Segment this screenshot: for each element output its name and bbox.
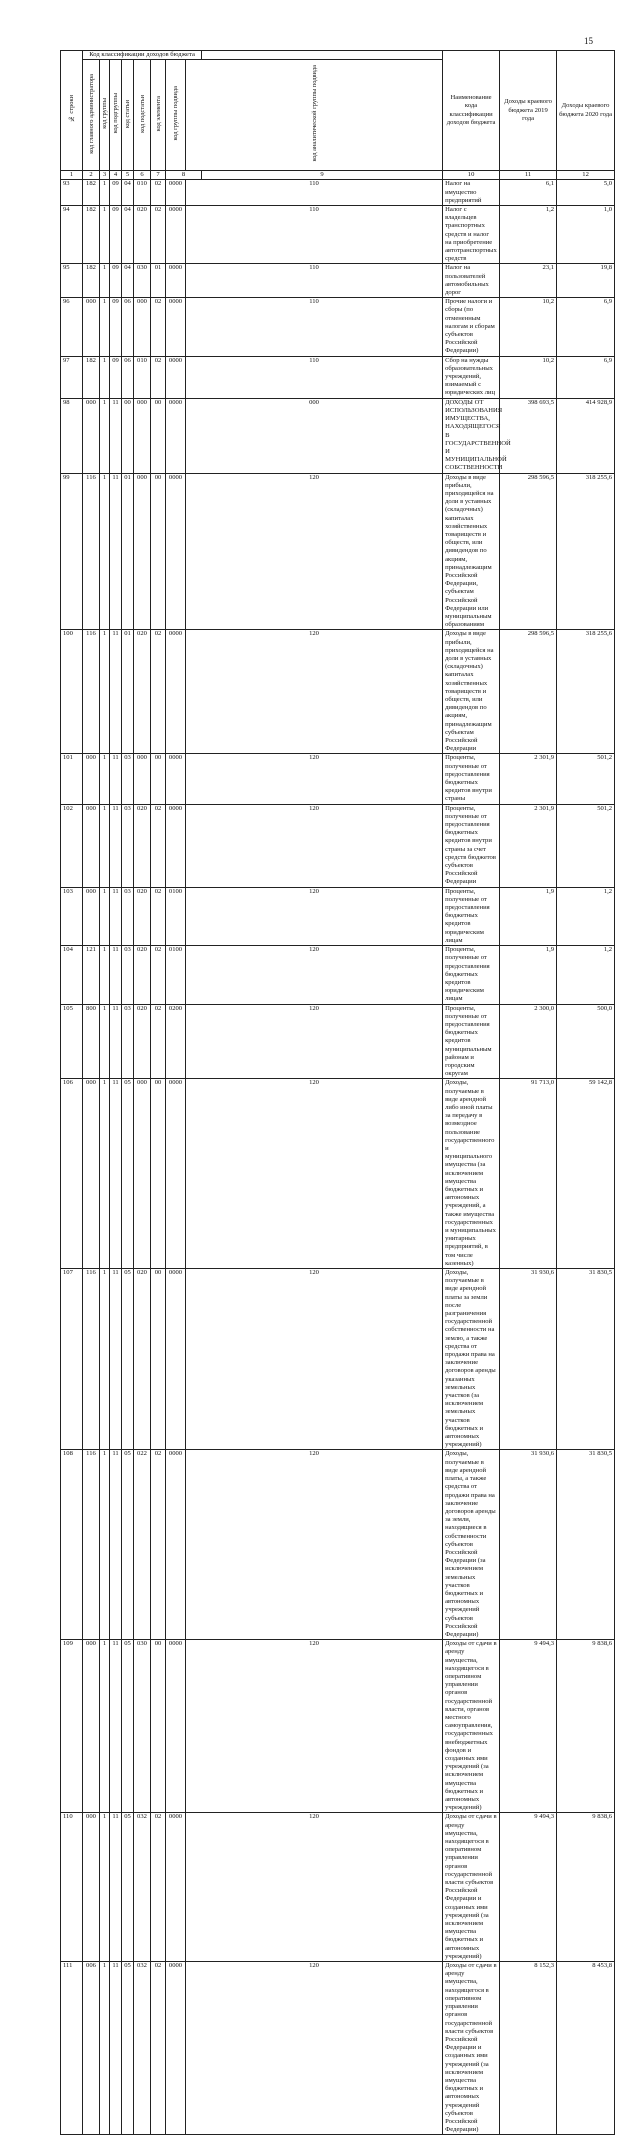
table-row <box>61 264 615 298</box>
code-cell: 032 <box>134 1813 151 1962</box>
code-cell: 11 <box>110 1962 122 2135</box>
code-cell: 000 <box>83 1813 100 1962</box>
code-cell: 000 <box>83 1640 100 1813</box>
code-cell: 000 <box>186 398 443 473</box>
amount-cell: 91 713,0 <box>500 1079 557 1269</box>
code-cell: 1 <box>100 298 110 356</box>
code-cell: 000 <box>134 1079 151 1269</box>
code-cell: 110 <box>186 264 443 298</box>
classification-code-group-header: Код классификации доходов бюджета <box>83 51 202 60</box>
code-cell: 0000 <box>166 630 186 754</box>
amount-cell: 2 300,0 <box>500 1004 557 1079</box>
revenue-name-cell: Доходы, получаемые в виде арендной либо иной платы за передачу в возмездное пользование государственного и муниципального имущества (за исключением имущества бюджетных и автономных учреждений, а также имущества государственных и муниципальных унитарных предприятий, в том числе казенных) <box>443 1079 500 1269</box>
code-cell: 000 <box>134 298 151 356</box>
amount-cell: 9 494,3 <box>500 1813 557 1962</box>
row-number-cell: 101 <box>61 754 83 804</box>
amount-cell: 2 301,9 <box>500 804 557 887</box>
code-cell: 010 <box>134 180 151 206</box>
code-cell: 02 <box>151 946 166 1004</box>
code-cell: 01 <box>122 473 134 630</box>
table-row <box>61 1004 615 1079</box>
row-number-cell: 107 <box>61 1269 83 1450</box>
code-cell: 0000 <box>166 1450 186 1640</box>
code-cell: 11 <box>110 804 122 887</box>
amount-cell: 500,0 <box>557 1004 615 1079</box>
table-row <box>61 754 615 804</box>
code-cell: 00 <box>151 754 166 804</box>
code-cell: 04 <box>122 264 134 298</box>
row-number-cell: 109 <box>61 1640 83 1813</box>
code-cell: 11 <box>110 946 122 1004</box>
row-number-cell: 100 <box>61 630 83 754</box>
amount-cell: 8 152,3 <box>500 1962 557 2135</box>
code-cell: 1 <box>100 1450 110 1640</box>
code-cell: 0000 <box>166 804 186 887</box>
amount-cell: 1,9 <box>500 946 557 1004</box>
revenue-name-cell: Сбор на нужды образовательных учреждений, взимаемый с юридических лиц <box>443 356 500 398</box>
code-column-header: код главного администратора <box>83 60 100 171</box>
code-cell: 02 <box>151 804 166 887</box>
row-number-cell: 98 <box>61 398 83 473</box>
name-column-header: Наименование кода классификации доходов бюджета <box>443 51 500 171</box>
amount-cell: 9 838,6 <box>557 1813 615 1962</box>
table-row <box>61 1079 615 1269</box>
table-header <box>61 51 615 180</box>
code-cell: 02 <box>151 1813 166 1962</box>
column-number: 10 <box>443 171 500 180</box>
amount-cell: 501,2 <box>557 754 615 804</box>
column-number: 11 <box>500 171 557 180</box>
code-column-header: код статьи <box>122 60 134 171</box>
column-number-row <box>61 171 615 180</box>
amount-cell: 318 255,6 <box>557 473 615 630</box>
code-cell: 05 <box>122 1079 134 1269</box>
code-cell: 120 <box>186 946 443 1004</box>
amount-cell: 31 930,6 <box>500 1450 557 1640</box>
revenue-name-cell: Доходы в виде прибыли, приходящейся на доли в уставных (складочных) капиталах хозяйственных товариществ и обществ, или дивидендов по акциям, принадлежащим Российской Федерации, субъектам Российской Федерации или муниципальным образованиям <box>443 473 500 630</box>
amount-cell: 414 928,9 <box>557 398 615 473</box>
table-row <box>61 473 615 630</box>
code-cell: 800 <box>83 1004 100 1079</box>
code-column-header: код группы подвида <box>166 60 186 171</box>
code-cell: 05 <box>122 1269 134 1450</box>
code-cell: 000 <box>83 804 100 887</box>
code-cell: 1 <box>100 473 110 630</box>
table-row <box>61 356 615 398</box>
amount-cell: 31 830,5 <box>557 1269 615 1450</box>
amount-cell: 19,8 <box>557 264 615 298</box>
code-cell: 000 <box>83 887 100 945</box>
amount-cell: 1,2 <box>500 206 557 264</box>
code-cell: 0000 <box>166 206 186 264</box>
amount-cell: 9 494,3 <box>500 1640 557 1813</box>
code-cell: 05 <box>122 1450 134 1640</box>
amount-cell: 6,9 <box>557 356 615 398</box>
code-column-header: код подстатьи <box>134 60 151 171</box>
table-row <box>61 1962 615 2135</box>
revenue-name-cell: Налог на имущество предприятий <box>443 180 500 206</box>
code-cell: 182 <box>83 356 100 398</box>
code-cell: 0000 <box>166 264 186 298</box>
code-cell: 11 <box>110 887 122 945</box>
row-number-cell: 103 <box>61 887 83 945</box>
code-cell: 01 <box>151 264 166 298</box>
code-cell: 03 <box>122 804 134 887</box>
code-cell: 1 <box>100 398 110 473</box>
table-row <box>61 398 615 473</box>
amount-cell: 9 838,6 <box>557 1640 615 1813</box>
code-cell: 182 <box>83 206 100 264</box>
code-cell: 04 <box>122 206 134 264</box>
row-number-cell: 93 <box>61 180 83 206</box>
code-cell: 1 <box>100 356 110 398</box>
amount-cell: 23,1 <box>500 264 557 298</box>
code-cell: 000 <box>134 754 151 804</box>
code-cell: 11 <box>110 1004 122 1079</box>
code-cell: 0000 <box>166 356 186 398</box>
code-cell: 182 <box>83 180 100 206</box>
table-row <box>61 630 615 754</box>
code-cell: 1 <box>100 1269 110 1450</box>
code-cell: 01 <box>122 630 134 754</box>
amount-cell: 31 830,5 <box>557 1450 615 1640</box>
code-cell: 0000 <box>166 1640 186 1813</box>
revenue-name-cell: Доходы от сдачи в аренду имущества, находящегося в оперативном управлении органов государственной власти, органов местного самоуправления, государственных внебюджетных фондов и созданных ими учреждений (за исключением имущества бюджетных и автономных учреждений) <box>443 1640 500 1813</box>
code-cell: 1 <box>100 887 110 945</box>
amount-cell: 2 301,9 <box>500 754 557 804</box>
row-number-cell: 110 <box>61 1813 83 1962</box>
column-number: 8 <box>166 171 202 180</box>
code-cell: 110 <box>186 206 443 264</box>
code-cell: 11 <box>110 1450 122 1640</box>
code-cell: 110 <box>186 180 443 206</box>
revenue-name-cell: Доходы, получаемые в виде арендной платы за земли после разграничения государственной собственности на землю, а также средства от продажи права на заключение договоров аренды указанных земельных участков (за исключением земельных участков бюджетных и автономных учреждений) <box>443 1269 500 1450</box>
row-number-cell: 95 <box>61 264 83 298</box>
code-cell: 02 <box>151 1004 166 1079</box>
code-cell: 120 <box>186 1004 443 1079</box>
column-number: 5 <box>122 171 134 180</box>
code-cell: 0000 <box>166 1962 186 2135</box>
page-number: 15 <box>584 36 593 46</box>
code-cell: 09 <box>110 180 122 206</box>
table-row <box>61 1813 615 1962</box>
code-cell: 03 <box>122 754 134 804</box>
code-cell: 1 <box>100 180 110 206</box>
spacer-header <box>202 51 443 60</box>
row-number-header: № строки <box>61 51 83 171</box>
code-cell: 11 <box>110 1269 122 1450</box>
column-number: 6 <box>134 171 151 180</box>
table-body <box>61 180 615 2135</box>
revenue-name-cell: Прочие налоги и сборы (по отмененным налогам и сборам субъектов Российской Федерации) <box>443 298 500 356</box>
code-cell: 11 <box>110 473 122 630</box>
code-cell: 02 <box>151 180 166 206</box>
table-row <box>61 1640 615 1813</box>
code-cell: 11 <box>110 1813 122 1962</box>
code-cell: 030 <box>134 1640 151 1813</box>
code-cell: 120 <box>186 1269 443 1450</box>
code-cell: 11 <box>110 398 122 473</box>
revenue-name-cell: Налог на пользователей автомобильных дорог <box>443 264 500 298</box>
code-column-header: код элемента <box>151 60 166 171</box>
code-cell: 11 <box>110 630 122 754</box>
row-number-cell: 111 <box>61 1962 83 2135</box>
code-cell: 06 <box>122 356 134 398</box>
code-column-header: код подгруппы <box>110 60 122 171</box>
code-cell: 120 <box>186 1640 443 1813</box>
code-cell: 010 <box>134 356 151 398</box>
code-cell: 030 <box>134 264 151 298</box>
amount-cell: 298 596,5 <box>500 473 557 630</box>
row-number-cell: 108 <box>61 1450 83 1640</box>
code-cell: 120 <box>186 887 443 945</box>
code-cell: 0000 <box>166 1813 186 1962</box>
code-cell: 116 <box>83 1450 100 1640</box>
code-cell: 09 <box>110 298 122 356</box>
table-row <box>61 206 615 264</box>
code-cell: 04 <box>122 180 134 206</box>
amount-cell: 6,1 <box>500 180 557 206</box>
row-number-cell: 94 <box>61 206 83 264</box>
code-cell: 182 <box>83 264 100 298</box>
code-cell: 1 <box>100 630 110 754</box>
code-cell: 00 <box>151 1079 166 1269</box>
code-cell: 00 <box>151 398 166 473</box>
budget-revenue-table <box>60 50 615 2135</box>
code-cell: 1 <box>100 754 110 804</box>
code-cell: 00 <box>151 1269 166 1450</box>
revenue-name-cell: Проценты, полученные от предоставления бюджетных кредитов юридическим лицам <box>443 946 500 1004</box>
code-cell: 1 <box>100 1640 110 1813</box>
amount-cell: 8 453,8 <box>557 1962 615 2135</box>
code-cell: 120 <box>186 1450 443 1640</box>
code-cell: 121 <box>83 946 100 1004</box>
code-cell: 02 <box>151 887 166 945</box>
amount-cell: 10,2 <box>500 356 557 398</box>
table-row <box>61 887 615 945</box>
code-cell: 120 <box>186 1079 443 1269</box>
column-number: 3 <box>100 171 110 180</box>
amount-cell: 1,2 <box>557 946 615 1004</box>
code-cell: 116 <box>83 630 100 754</box>
code-cell: 000 <box>83 754 100 804</box>
code-cell: 0000 <box>166 1269 186 1450</box>
code-cell: 120 <box>186 630 443 754</box>
code-cell: 1 <box>100 1962 110 2135</box>
amount-cell: 6,9 <box>557 298 615 356</box>
code-cell: 02 <box>151 298 166 356</box>
code-cell: 020 <box>134 1004 151 1079</box>
code-cell: 1 <box>100 1079 110 1269</box>
year-2019-header: Доходы краевого бюджета 2019 года <box>500 51 557 171</box>
amount-cell: 298 596,5 <box>500 630 557 754</box>
code-cell: 000 <box>134 398 151 473</box>
code-cell: 0000 <box>166 298 186 356</box>
code-cell: 020 <box>134 804 151 887</box>
code-cell: 02 <box>151 630 166 754</box>
code-cell: 110 <box>186 298 443 356</box>
code-cell: 020 <box>134 1269 151 1450</box>
revenue-name-cell: Доходы, получаемые в виде арендной платы, а также средства от продажи права на заключение договоров аренды за земли, находящиеся в собственности субъектов Российской Федерации (за исключением земельных участков бюджетных и автономных учреждений субъектов Российской Федерации) <box>443 1450 500 1640</box>
code-cell: 03 <box>122 946 134 1004</box>
code-cell: 0000 <box>166 180 186 206</box>
column-number: 1 <box>61 171 83 180</box>
code-cell: 120 <box>186 1962 443 2135</box>
amount-cell: 501,2 <box>557 804 615 887</box>
code-cell: 020 <box>134 946 151 1004</box>
code-cell: 1 <box>100 1004 110 1079</box>
amount-cell: 1,0 <box>557 206 615 264</box>
amount-cell: 31 930,6 <box>500 1269 557 1450</box>
code-column-header: код группы <box>100 60 110 171</box>
amount-cell: 318 255,6 <box>557 630 615 754</box>
code-cell: 00 <box>151 1640 166 1813</box>
code-cell: 1 <box>100 264 110 298</box>
code-cell: 000 <box>83 398 100 473</box>
code-cell: 116 <box>83 473 100 630</box>
column-number: 7 <box>151 171 166 180</box>
row-number-cell: 102 <box>61 804 83 887</box>
row-number-cell: 97 <box>61 356 83 398</box>
amount-cell: 5,0 <box>557 180 615 206</box>
code-cell: 0200 <box>166 1004 186 1079</box>
code-cell: 120 <box>186 804 443 887</box>
table-row <box>61 1450 615 1640</box>
code-cell: 032 <box>134 1962 151 2135</box>
code-cell: 020 <box>134 887 151 945</box>
code-cell: 020 <box>134 206 151 264</box>
code-cell: 05 <box>122 1640 134 1813</box>
code-cell: 0100 <box>166 887 186 945</box>
code-cell: 1 <box>100 1813 110 1962</box>
code-cell: 09 <box>110 264 122 298</box>
code-cell: 116 <box>83 1269 100 1450</box>
code-column-header: код аналитической группы подвида <box>186 60 443 171</box>
amount-cell: 59 142,8 <box>557 1079 615 1269</box>
table-row <box>61 298 615 356</box>
code-cell: 110 <box>186 356 443 398</box>
column-number: 2 <box>83 171 100 180</box>
revenue-name-cell: Проценты, полученные от предоставления бюджетных кредитов юридическим лицам <box>443 887 500 945</box>
revenue-name-cell: Проценты, полученные от предоставления бюджетных кредитов внутри страны за счет средств бюджетов субъектов Российской Федерации <box>443 804 500 887</box>
code-cell: 000 <box>83 298 100 356</box>
code-cell: 1 <box>100 804 110 887</box>
code-cell: 000 <box>134 473 151 630</box>
revenue-name-cell: ДОХОДЫ ОТ ИСПОЛЬЗОВАНИЯ ИМУЩЕСТВА, НАХОДЯЩЕГОСЯ В ГОСУДАРСТВЕННОЙ И МУНИЦИПАЛЬНОЙ СОБСТВЕННОСТИ <box>443 398 500 473</box>
amount-cell: 10,2 <box>500 298 557 356</box>
revenue-name-cell: Доходы в виде прибыли, приходящейся на доли в уставных (складочных) капиталах хозяйственных товариществ и обществ, или дивидендов по акциям, принадлежащим субъектам Российской Федерации <box>443 630 500 754</box>
code-cell: 00 <box>122 398 134 473</box>
row-number-cell: 96 <box>61 298 83 356</box>
code-cell: 02 <box>151 206 166 264</box>
code-cell: 0100 <box>166 946 186 1004</box>
code-cell: 11 <box>110 754 122 804</box>
revenue-name-cell: Проценты, полученные от предоставления бюджетных кредитов внутри страны <box>443 754 500 804</box>
code-cell: 1 <box>100 946 110 1004</box>
code-cell: 120 <box>186 473 443 630</box>
code-cell: 02 <box>151 1450 166 1640</box>
code-cell: 00 <box>151 473 166 630</box>
revenue-name-cell: Доходы от сдачи в аренду имущества, находящегося в оперативном управлении органов государственной власти субъектов Российской Федерации и созданных ими учреждений (за исключением имущества бюджетных и автономных учреждений субъектов Российской Федерации) <box>443 1962 500 2135</box>
code-cell: 02 <box>151 1962 166 2135</box>
row-number-cell: 99 <box>61 473 83 630</box>
code-cell: 05 <box>122 1813 134 1962</box>
code-cell: 0000 <box>166 473 186 630</box>
code-cell: 000 <box>83 1079 100 1269</box>
column-number: 4 <box>110 171 122 180</box>
code-cell: 0000 <box>166 1079 186 1269</box>
row-number-cell: 104 <box>61 946 83 1004</box>
code-cell: 006 <box>83 1962 100 2135</box>
table-row <box>61 1269 615 1450</box>
code-cell: 03 <box>122 1004 134 1079</box>
column-number: 12 <box>557 171 615 180</box>
code-cell: 11 <box>110 1640 122 1813</box>
code-cell: 06 <box>122 298 134 356</box>
code-cell: 02 <box>151 356 166 398</box>
code-cell: 05 <box>122 1962 134 2135</box>
column-number: 9 <box>202 171 443 180</box>
code-cell: 0000 <box>166 754 186 804</box>
amount-cell: 398 693,5 <box>500 398 557 473</box>
table-row <box>61 804 615 887</box>
year-2020-header: Доходы краевого бюджета 2020 года <box>557 51 615 171</box>
code-cell: 022 <box>134 1450 151 1640</box>
code-cell: 020 <box>134 630 151 754</box>
code-cell: 120 <box>186 754 443 804</box>
row-number-cell: 106 <box>61 1079 83 1269</box>
code-cell: 09 <box>110 206 122 264</box>
revenue-name-cell: Проценты, полученные от предоставления бюджетных кредитов муниципальным районам и городским округам <box>443 1004 500 1079</box>
code-cell: 11 <box>110 1079 122 1269</box>
code-cell: 09 <box>110 356 122 398</box>
table-row <box>61 180 615 206</box>
row-number-cell: 105 <box>61 1004 83 1079</box>
code-cell: 1 <box>100 206 110 264</box>
code-cell: 120 <box>186 1813 443 1962</box>
amount-cell: 1,2 <box>557 887 615 945</box>
amount-cell: 1,9 <box>500 887 557 945</box>
revenue-name-cell: Доходы от сдачи в аренду имущества, находящегося в оперативном управлении органов государственной власти субъектов Российской Федерации и созданных ими учреждений (за исключением имущества бюджетных и автономных учреждений) <box>443 1813 500 1962</box>
table-row <box>61 946 615 1004</box>
code-cell: 0000 <box>166 398 186 473</box>
code-cell: 03 <box>122 887 134 945</box>
revenue-name-cell: Налог с владельцев транспортных средств и налог на приобретение автотранспортных средств <box>443 206 500 264</box>
